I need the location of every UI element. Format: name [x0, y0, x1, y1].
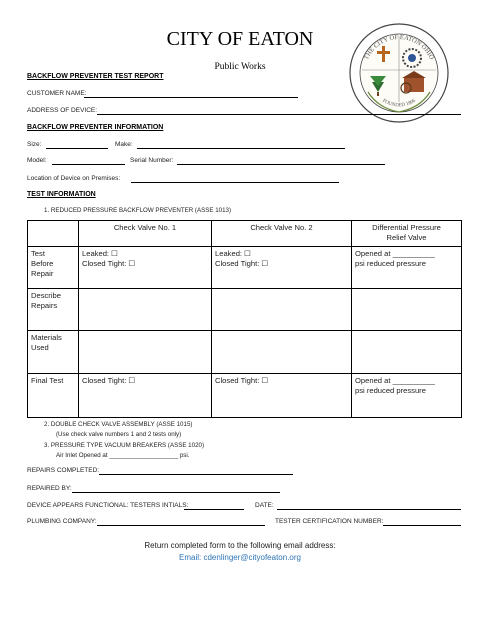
- location-field[interactable]: [131, 182, 339, 183]
- address-field[interactable]: [97, 114, 461, 115]
- make-label: Make:: [115, 141, 133, 148]
- row-label-describe-repairs: [28, 289, 79, 331]
- table-header-row: [28, 221, 462, 247]
- location-label: Location of Device on Premises:: [27, 175, 121, 182]
- test-item-3: 3. PRESSURE TYPE VACUUM BREAKERS (ASSE 1020): [44, 442, 205, 449]
- repaired-by-field[interactable]: [72, 492, 280, 493]
- closed-tight-checkbox[interactable]: Closed Tight: ☐: [82, 376, 136, 385]
- make-field[interactable]: [137, 148, 345, 149]
- cell-relief-final: [352, 374, 462, 418]
- serial-field[interactable]: [177, 164, 385, 165]
- serial-label: Serial Number:: [130, 157, 174, 164]
- test-item-3-note: Air Inlet Opened at ____________________ psi.: [56, 452, 190, 459]
- col-header-relief-valve: [352, 221, 462, 247]
- city-seal-logo: [348, 22, 450, 124]
- page-subtitle: Public Works: [214, 62, 266, 72]
- tester-cert-label: TESTER CERTIFICATION NUMBER:: [275, 518, 384, 525]
- cell-cv2-before: [212, 247, 352, 289]
- cell-relief-materials[interactable]: [352, 331, 462, 374]
- closed-tight-checkbox[interactable]: Closed Tight: ☐: [215, 259, 269, 268]
- table-row-describe-repairs: [28, 289, 462, 331]
- col-header-relief-line2: Relief Valve: [386, 233, 427, 242]
- test-heading: TEST INFORMATION: [27, 191, 96, 198]
- cell-cv1-final: [79, 374, 212, 418]
- repairs-completed-field[interactable]: [99, 474, 293, 475]
- info-heading: BACKFLOW PREVENTER INFORMATION: [27, 124, 164, 131]
- psi-reduced-text: psi reduced pressure: [355, 259, 426, 268]
- cell-cv1-before: [79, 247, 212, 289]
- model-field[interactable]: [52, 164, 125, 165]
- row-label-line: Materials: [31, 333, 62, 342]
- size-label: Size:: [27, 141, 42, 148]
- row-label-line: Repairs: [31, 301, 58, 310]
- cell-relief-before: [352, 247, 462, 289]
- col-header-check-valve-1: Check Valve No. 1: [79, 221, 212, 247]
- row-label-final-test: Final Test: [28, 374, 79, 418]
- opened-at-field[interactable]: Opened at __________: [355, 376, 435, 385]
- return-instructions: Return completed form to the following email address:: [144, 541, 336, 550]
- row-label-materials-used: [28, 331, 79, 374]
- page-title: CITY OF EATON: [166, 28, 314, 50]
- date-field[interactable]: [277, 509, 461, 510]
- leaked-checkbox[interactable]: Leaked: ☐: [215, 249, 251, 258]
- test-item-2: 2. DOUBLE CHECK VALVE ASSEMBLY (ASSE 1015): [44, 421, 193, 428]
- size-field[interactable]: [46, 148, 108, 149]
- cell-cv2-final: [212, 374, 352, 418]
- psi-reduced-text: psi reduced pressure: [355, 386, 426, 395]
- customer-name-label: CUSTOMER NAME:: [27, 90, 87, 97]
- plumbing-company-label: PLUMBING COMPANY:: [27, 518, 97, 525]
- repaired-by-label: REPAIRED BY:: [27, 485, 72, 492]
- table-header-empty: [28, 221, 79, 247]
- repairs-completed-label: REPAIRS COMPLETED:: [27, 467, 100, 474]
- cell-relief-repairs[interactable]: [352, 289, 462, 331]
- row-label-test-before-repair: [28, 247, 79, 289]
- closed-tight-checkbox[interactable]: Closed Tight: ☐: [82, 259, 136, 268]
- plumbing-company-field[interactable]: [97, 525, 265, 526]
- row-label-line: Used: [31, 343, 49, 352]
- report-heading: BACKFLOW PREVENTER TEST REPORT: [27, 73, 164, 80]
- row-label-line: Before: [31, 259, 54, 268]
- col-header-relief-line1: Differential Pressure: [372, 223, 441, 232]
- row-label-line: Repair: [31, 269, 54, 278]
- test-item-1: 1. REDUCED PRESSURE BACKFLOW PREVENTER (ASSE 1013): [44, 207, 232, 214]
- cell-cv1-materials[interactable]: [79, 331, 212, 374]
- cell-cv1-repairs[interactable]: [79, 289, 212, 331]
- test-table: [27, 220, 462, 418]
- cell-cv2-repairs[interactable]: [212, 289, 352, 331]
- test-item-2-note: (Use check valve numbers 1 and 2 tests only): [56, 431, 182, 438]
- cell-cv2-materials[interactable]: [212, 331, 352, 374]
- row-label-line: Describe: [31, 291, 61, 300]
- initials-field[interactable]: [184, 509, 244, 510]
- model-label: Model:: [27, 157, 47, 164]
- leaked-checkbox[interactable]: Leaked: ☐: [82, 249, 118, 258]
- address-label: ADDRESS OF DEVICE:: [27, 107, 98, 114]
- tester-cert-field[interactable]: [383, 525, 461, 526]
- functional-initials-label: DEVICE APPEARS FUNCTIONAL: TESTERS INTIALS:: [27, 502, 189, 509]
- table-row-final-test: [28, 374, 462, 418]
- seal-text-top: THE CITY OF EATON OHIO: [363, 33, 435, 61]
- customer-name-field[interactable]: [84, 97, 298, 98]
- table-row-materials-used: [28, 331, 462, 374]
- table-row-test-before-repair: [28, 247, 462, 289]
- opened-at-field[interactable]: Opened at __________: [355, 249, 435, 258]
- email-link[interactable]: Email: cdenlinger@cityofeaton.org: [179, 553, 301, 562]
- closed-tight-checkbox[interactable]: Closed Tight: ☐: [215, 376, 269, 385]
- col-header-check-valve-2: Check Valve No. 2: [212, 221, 352, 247]
- seal-text-bottom: FOUNDED 1806: [381, 98, 417, 109]
- date-label: DATE:: [255, 502, 274, 509]
- row-label-line: Test: [31, 249, 45, 258]
